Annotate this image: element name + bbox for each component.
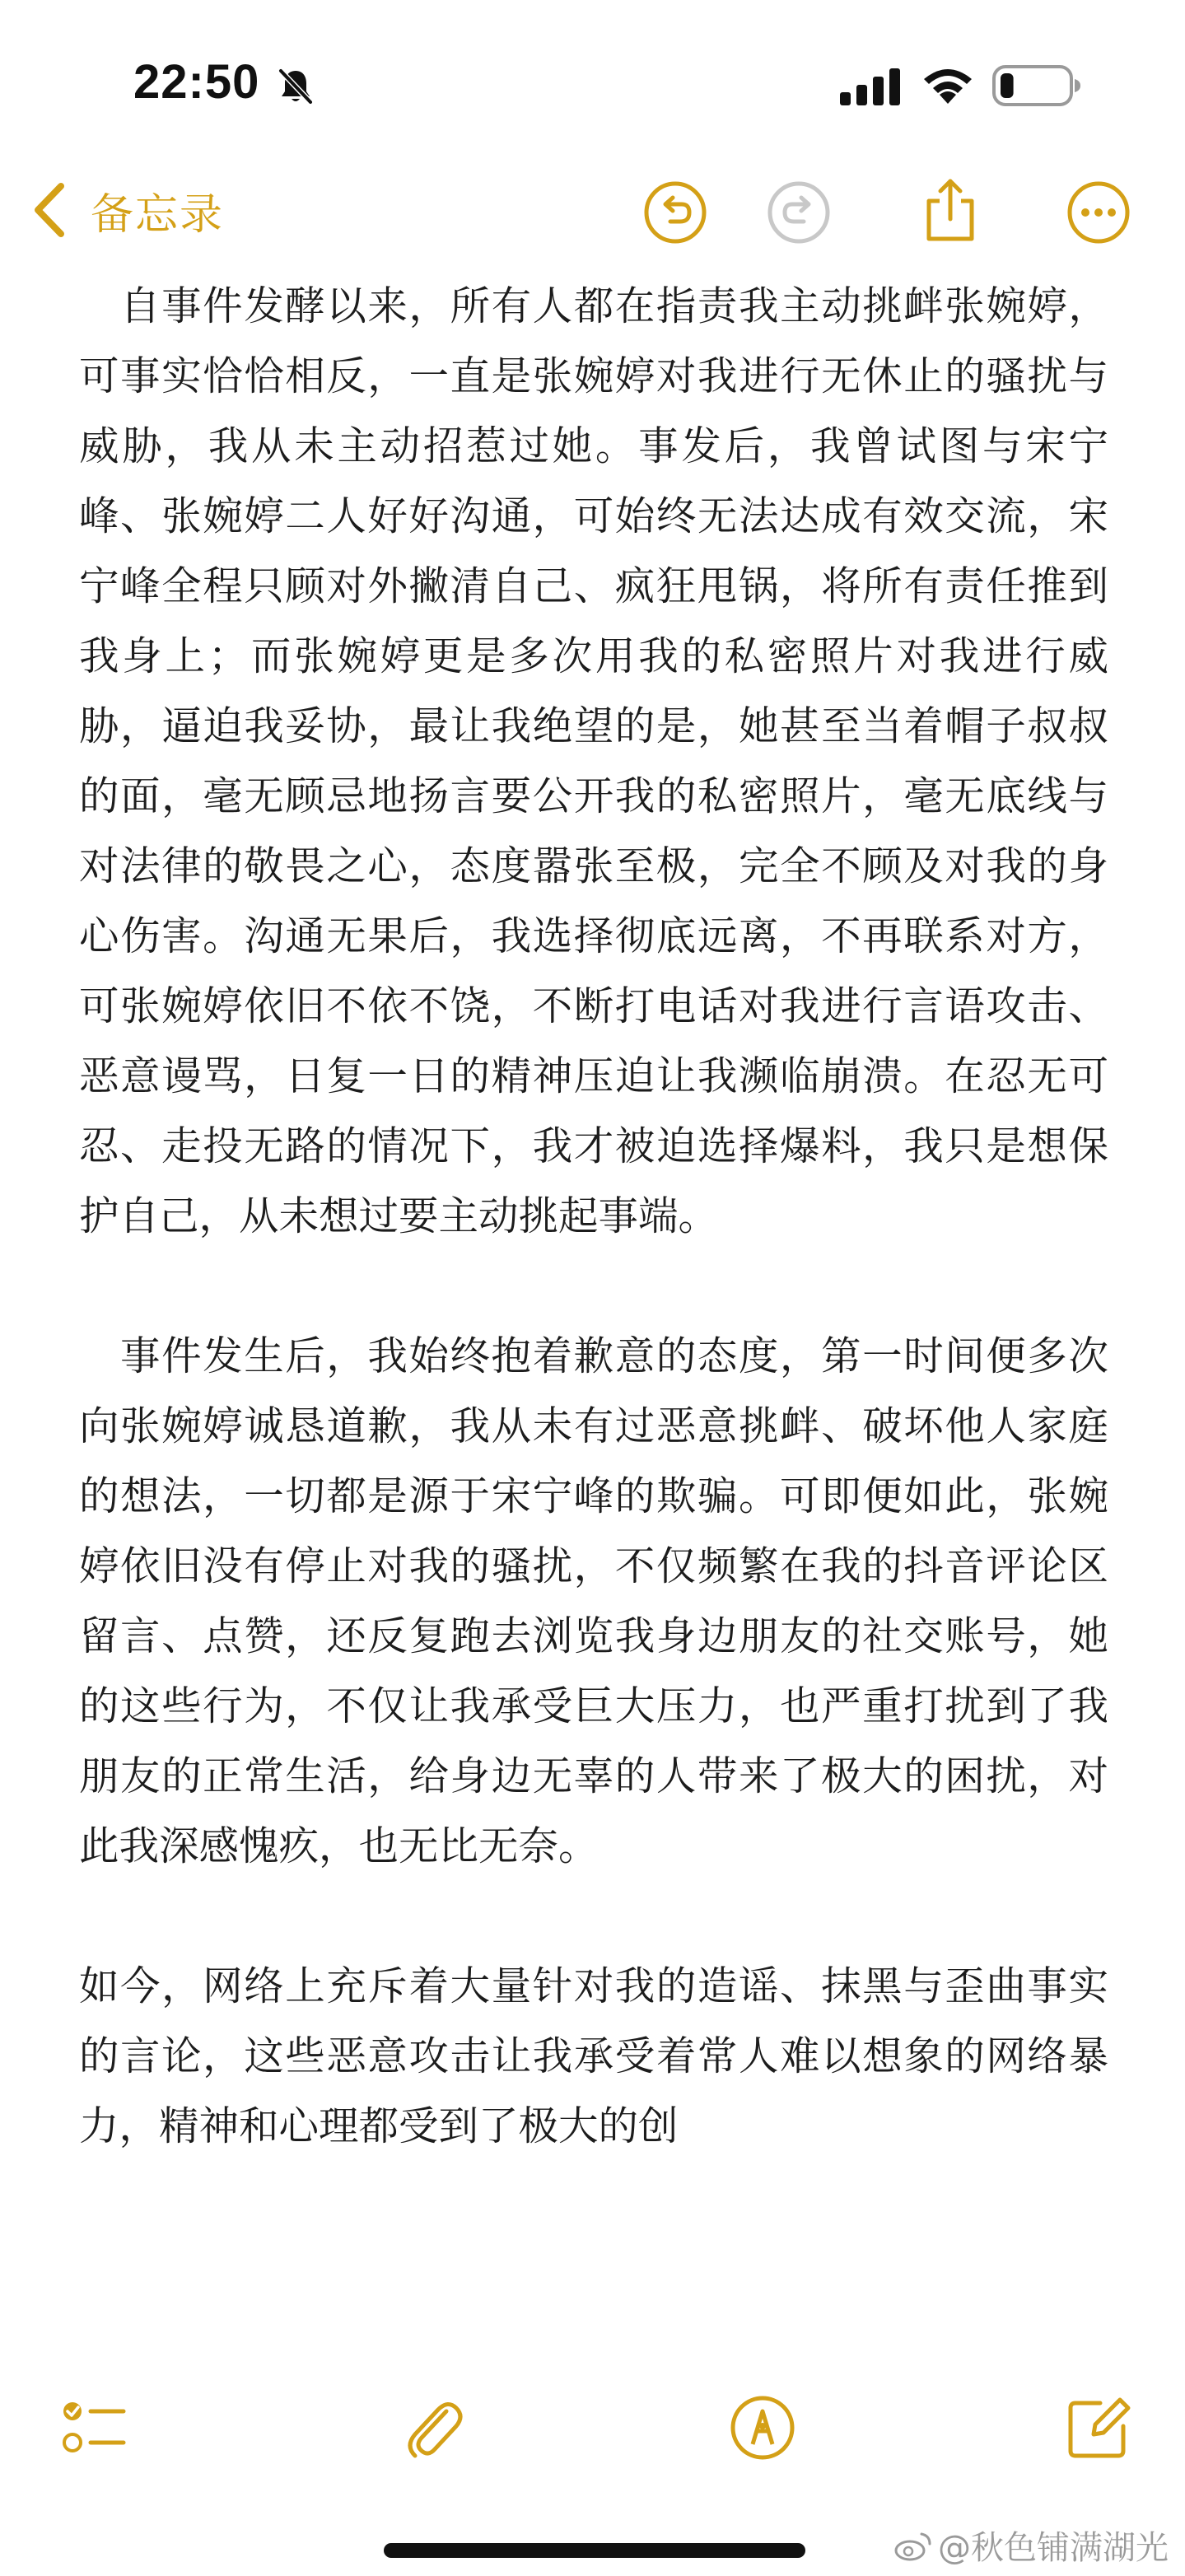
chevron-left-icon [31, 181, 68, 239]
more-button[interactable] [1066, 180, 1131, 245]
status-bar [0, 0, 1185, 165]
bell-slash-icon [275, 66, 316, 107]
note-paragraph: 如今，网络上充斥着大量针对我的造谣、抹黑与歪曲事实的言论，这些恶意攻击让我承受着常人难以想象的网络暴力，精神和心理都受到了极大的创 [79, 1963, 1108, 2149]
undo-button[interactable] [642, 180, 708, 245]
signal-icon [840, 68, 903, 105]
redo-icon [766, 180, 832, 245]
compose-icon [1064, 2393, 1133, 2462]
note-paragraph: 自事件发酵以来，所有人都在指责我主动挑衅张婉婷，可事实恰恰相反，一直是张婉婷对我进行无休止的骚扰与威胁，我从未主动招惹过她。事发后，我曾试图与宋宁峰、张婉婷二人好好沟通，可始终无法达成有效交流，宋宁峰全程只顾对外撇清自己、疯狂甩锅，将所有责任推到我身上；而张婉婷更是多次用我的私密照片对我进行威胁，逼迫我妥协，最让我绝望的是，她甚至当着帽子叔叔的面，毫无顾忌地扬言要公开我的私密照片，毫无底线与对法律的敬畏之心，态度嚣张至极，完全不顾及对我的身心伤害。沟通无果后，我选择彻底远离，不再联系对方，可张婉婷依旧不依不饶，不断打电话对我进行言语攻击、恶意谩骂，日复一日的精神压迫让我濒临崩溃。在忍无可忍、走投无路的情况下，我才被迫选择爆料，我只是想保护自己，从未想过要主动挑起事端。 [79, 283, 1108, 1239]
watermark [893, 2522, 1169, 2569]
checklist-button[interactable] [59, 2393, 128, 2462]
watermark-text: @秋色铺满湖光 [938, 2529, 1169, 2567]
battery-icon [991, 63, 1082, 109]
redo-button[interactable] [766, 180, 832, 245]
attachment-icon [399, 2393, 468, 2462]
markup-icon [728, 2393, 797, 2462]
attachment-button[interactable] [399, 2393, 468, 2462]
checklist-icon [59, 2393, 128, 2462]
markup-button[interactable] [728, 2393, 797, 2462]
weibo-icon [893, 2529, 933, 2562]
note-paragraph: 事件发生后，我始终抱着歉意的态度，第一时间便多次向张婉婷诚恳道歉，我从未有过恶意挑衅、破坏他人家庭的想法，一切都是源于宋宁峰的欺骗。可即便如此，张婉婷依旧没有停止对我的骚扰，不仅频繁在我的抖音评论区留言、点赞，还反复跑去浏览我身边朋友的社交账号，她的这些行为，不仅让我承受巨大压力，也严重打扰到了我朋友的正常生活，给身边无辜的人带来了极大的困扰，对此我深感愧疚，也无比无奈。 [79, 1333, 1108, 1869]
share-button[interactable] [917, 176, 983, 242]
note-body[interactable] [79, 272, 1108, 2331]
status-time: 22:50 [133, 55, 260, 109]
share-icon [917, 176, 983, 242]
home-indicator[interactable] [384, 2543, 805, 2558]
wifi-icon [921, 64, 975, 105]
compose-button[interactable] [1064, 2393, 1133, 2462]
back-button[interactable] [31, 173, 224, 247]
undo-icon [642, 180, 708, 245]
back-label: 备忘录 [91, 189, 225, 240]
more-icon [1066, 180, 1131, 245]
